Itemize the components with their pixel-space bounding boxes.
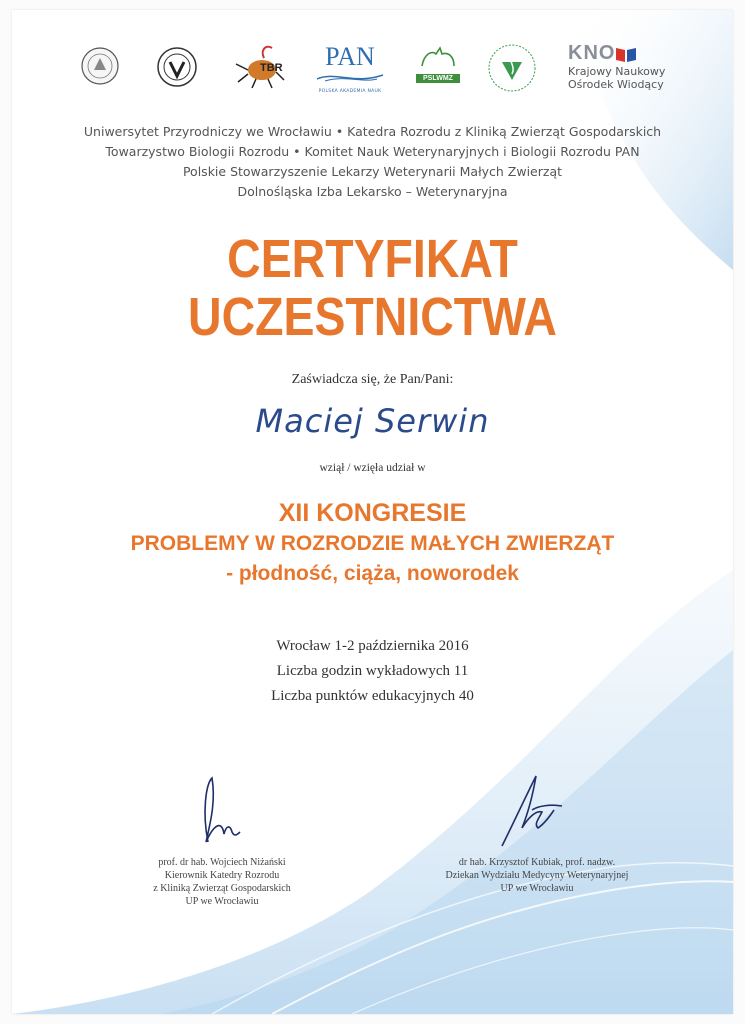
cat-dog-outline-icon: [418, 44, 458, 70]
event-title: [12, 497, 733, 589]
organizer-line: Dolnośląska Izba Lekarsko – Weterynaryjna: [237, 184, 508, 199]
pan-logo: [312, 44, 388, 94]
left-signatory: [132, 856, 312, 908]
certificate-title: [62, 230, 682, 346]
right-signatory: [422, 856, 652, 895]
took-part-text: wziął / wzięła udział w: [319, 462, 426, 474]
pan-subtitle: POLSKA AKADEMIA NAUK: [318, 89, 382, 94]
veterinary-chamber-emblem-icon: [486, 42, 538, 94]
organizer-line: Polskie Stowarzyszenie Lekarzy Weterynarii Małych Zwierząt: [182, 164, 563, 179]
attestation-text: Zaświadcza się, że Pan/Pani:: [291, 372, 454, 387]
tbr-label: TBR: [260, 62, 283, 74]
left-signature-image: [188, 772, 248, 852]
right-signatory-line: dr hab. Krzysztof Kubiak, prof. nadzw.: [458, 857, 616, 868]
pan-label: PAN: [325, 42, 375, 71]
event-details: [12, 634, 733, 709]
kno-line-1: Krajowy Naukowy: [568, 65, 666, 78]
right-signature-image: [492, 766, 582, 856]
education-points: Liczba punktów edukacyjnych 40: [271, 688, 474, 704]
left-signatory-line: Kierownik Katedry Rozrodu: [164, 870, 280, 881]
organizer-line: Uniwersytet Przyrodniczy we Wrocławiu • Katedra Rozrodu z Kliniką Zwierząt Gospodarskich: [83, 124, 662, 139]
event-date-place: Wrocław 1-2 października 2016: [276, 638, 469, 654]
pan-swoosh-icon: [315, 71, 385, 85]
event-line-1: XII KONGRESIE: [278, 499, 467, 527]
lecture-hours: Liczba godzin wykładowych 11: [276, 663, 469, 679]
title-line-2: UCZESTNICTWA: [188, 287, 557, 347]
university-seal-icon: [80, 46, 120, 86]
participant-name: Maciej Serwin: [255, 402, 490, 440]
kno-title: KNO: [568, 42, 616, 64]
event-line-3: - płodność, ciąża, noworodek: [226, 562, 519, 585]
logo-row: [12, 38, 733, 118]
right-signatory-line: Dziekan Wydziału Medycyny Weterynaryjnej: [445, 870, 629, 881]
event-line-2: PROBLEMY W ROZRODZIE MAŁYCH ZWIERZĄT: [130, 532, 615, 555]
pslwmz-label: PSLWMZ: [416, 74, 460, 83]
left-signatory-line: prof. dr hab. Wojciech Niżański: [158, 857, 286, 868]
right-signatory-line: UP we Wrocławiu: [500, 883, 574, 894]
certificate-page: [12, 10, 733, 1014]
pslwmz-logo: [416, 44, 460, 83]
left-signatory-line: z Kliniką Zwierząt Gospodarskich: [153, 883, 291, 894]
left-signatory-line: UP we Wrocławiu: [185, 896, 259, 907]
title-line-1: CERTYFIKAT: [227, 229, 518, 289]
open-book-icon: [615, 45, 637, 63]
organizer-line: Towarzystwo Biologii Rozrodu • Komitet Nauk Weterynaryjnych i Biologii Rozrodu PAN: [105, 144, 640, 159]
society-seal-icon: [156, 46, 198, 88]
kno-logo: [568, 42, 678, 91]
organizers-list: [12, 122, 733, 202]
kno-line-2: Ośrodek Wiodący: [568, 78, 664, 91]
